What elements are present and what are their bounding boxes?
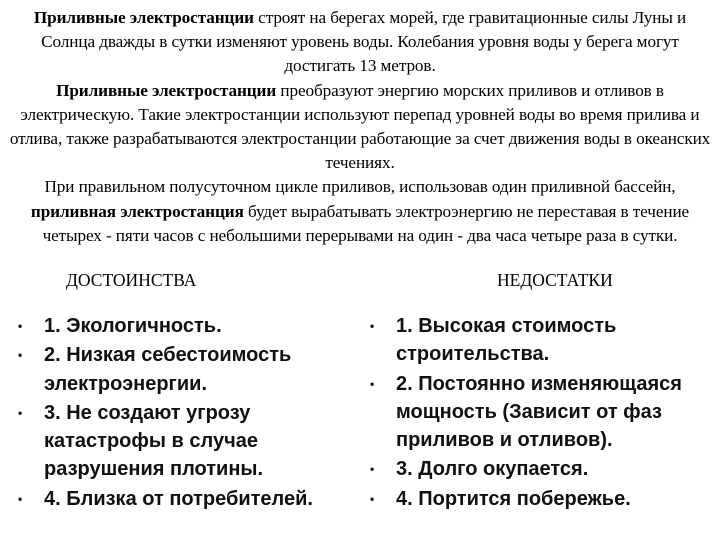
advantage-text: 1. Экологичность.	[44, 315, 222, 337]
intro-text	[8, 6, 712, 248]
bullet-icon: •	[370, 319, 375, 333]
bullet-icon: •	[18, 405, 23, 420]
advantage-text: 2. Низкая себестоимость электроэнергии.	[44, 344, 292, 395]
intro-term-2: Приливные электростанции	[56, 80, 277, 100]
advantage-item	[18, 312, 358, 340]
bullet-icon: •	[370, 462, 375, 477]
intro-paragraph-3	[8, 175, 712, 248]
advantages-list	[18, 312, 358, 514]
intro-term-1: Приливные электростанции	[33, 8, 254, 27]
intro-paragraph-2	[8, 79, 712, 176]
advantage-text: 3. Не создают угрозу катастрофы в случае разрушения плотины.	[44, 401, 264, 481]
intro-text-3a: При правильном полусуточном цикле приливов, использовав один приливной бассейн,	[44, 177, 676, 197]
bullet-icon: •	[370, 491, 375, 506]
disadvantages-heading: НЕДОСТАТКИ	[497, 270, 613, 290]
disadvantage-item	[370, 370, 715, 455]
intro-term-3: приливная электростанция	[30, 201, 244, 221]
intro-text-1: строят на берегах морей, где гравитационные силы Луны и Солнца дважды в сутки изменяют уровень воды. Колебания уровня воды у берега могут достигать 13 метров.	[41, 8, 687, 76]
advantage-text: 4. Близка от потребителей.	[44, 487, 313, 510]
disadvantages-list	[370, 312, 715, 514]
disadvantage-text: 4. Портится побережье.	[396, 487, 631, 510]
bullet-icon: •	[18, 319, 23, 333]
disadvantage-item	[370, 312, 715, 369]
bullet-icon: •	[18, 348, 23, 363]
disadvantage-item	[370, 455, 715, 483]
advantage-item	[18, 485, 358, 513]
disadvantage-text: 3. Долго окупается.	[396, 458, 589, 481]
bullet-icon: •	[370, 376, 375, 391]
intro-text-2: преобразуют энергию морских приливов и отливов в электрическую. Такие электростанции используют перепад уровней воды во время прилива и отлива, также разрабатываются электростанции работающие за счет движения воды в океанских течениях.	[9, 80, 711, 173]
intro-paragraph-1	[8, 6, 712, 79]
disadvantage-text: 2. Постоянно изменяющаяся мощность (Зависит от фаз приливов и отливов).	[396, 372, 682, 452]
intro-text-3b: будет вырабатывать электроэнергию не переставая в течение четырех - пяти часов с небольшими перерывами на один - два часа четыре раза в сутки.	[42, 201, 690, 245]
advantage-item	[18, 399, 358, 484]
disadvantage-text: 1. Высокая стоимость строительства.	[396, 315, 617, 366]
advantages-heading: ДОСТОИНСТВА	[66, 270, 197, 290]
advantage-item	[18, 341, 358, 398]
disadvantage-item	[370, 485, 715, 513]
bullet-icon: •	[18, 491, 23, 506]
